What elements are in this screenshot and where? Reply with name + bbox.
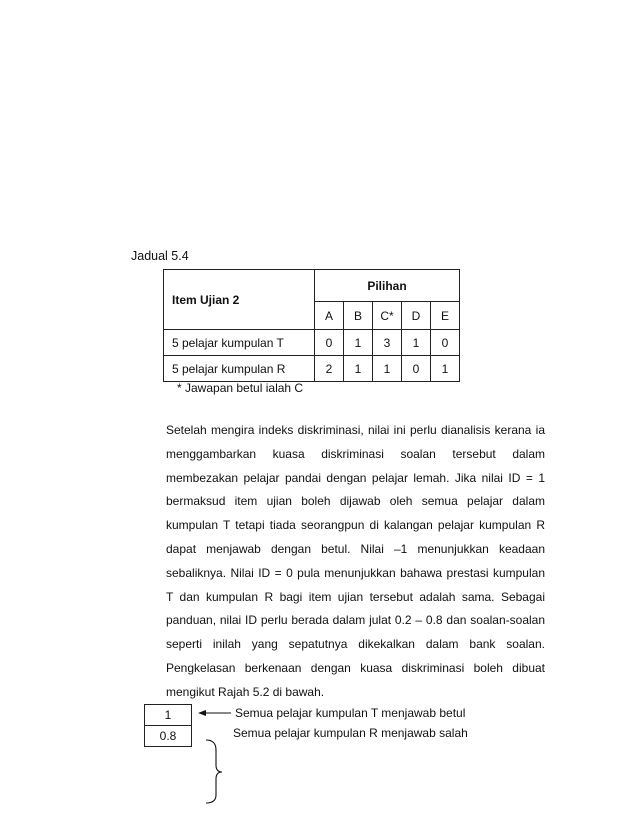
scale-description: Semua pelajar kumpulan R menjawab salah [233, 726, 468, 740]
table-cell: 0 [315, 330, 344, 356]
option-header: E [431, 302, 460, 330]
table-cell: 1 [344, 356, 373, 382]
row-label: 5 pelajar kumpulan T [164, 330, 315, 356]
table-cell: 1 [344, 330, 373, 356]
table-cell: 2 [315, 356, 344, 382]
table-cell: 1 [431, 356, 460, 382]
option-header: B [344, 302, 373, 330]
table-cell: 0 [402, 356, 431, 382]
option-header: A [315, 302, 344, 330]
table-caption: Jadual 5.4 [131, 249, 189, 263]
table-cell: 3 [373, 330, 402, 356]
table-cell: 1 [402, 330, 431, 356]
choices-header: Pilihan [315, 270, 460, 302]
arrow-left-icon [198, 710, 231, 716]
scale-value: 0.8 [145, 726, 192, 747]
row-label: 5 pelajar kumpulan R [164, 356, 315, 382]
brace-icon [206, 740, 222, 803]
option-header: C* [373, 302, 402, 330]
item-header: Item Ujian 2 [164, 270, 315, 330]
scale-value: 1 [145, 705, 192, 726]
table-cell: 0 [431, 330, 460, 356]
table-note: * Jawapan betul ialah C [177, 381, 304, 395]
table-cell: 1 [373, 356, 402, 382]
option-header: D [402, 302, 431, 330]
scale-description: Semua pelajar kumpulan T menjawab betul [235, 706, 466, 720]
paragraph-text: Setelah mengira indeks diskriminasi, nilai ini perlu dianalisis kerana ia menggambarkan kuasa diskriminasi soalan tersebut dalam membezakan pelajar pandai dengan pelajar lemah. Jika nilai ID = 1 bermaksud item ujian boleh dijawab oleh semua pelajar dalam kumpulan T tetapi tiada seorangpun di kalangan pelajar kumpulan R dapat menjawab dengan betul. Nilai –1 menunjukkan keadaan sebaliknya. Nilai ID = 0 pula menunjukkan bahawa prestasi kumpulan T dan kumpulan R bagi item ujian tersebut adalah sama. Sebagai panduan, nilai ID perlu berada dalam julat 0.2 – 0.8 dan soalan-soalan seperti inilah yang sepatutnya dikekalkan dalam bank soalan. Pengkelasan berkenaan dengan kuasa diskriminasi boleh dibuat mengikut Rajah 5.2 di bawah. [166, 423, 545, 699]
